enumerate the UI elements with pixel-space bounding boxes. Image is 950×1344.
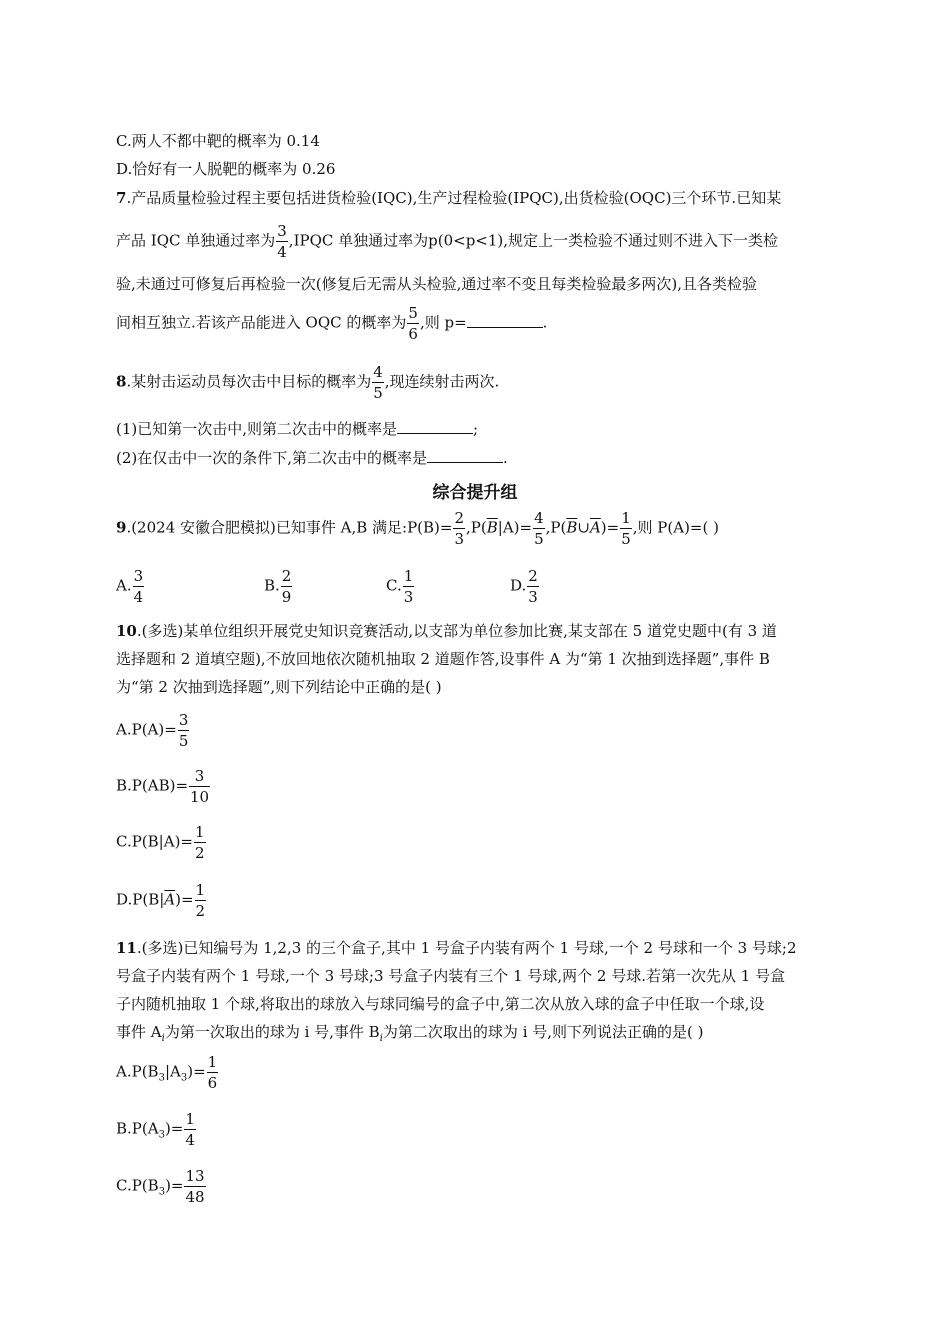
q9-option-b[interactable]: B. $\frac{2}{9}$ (264, 567, 292, 606)
q8-part-2: (2)在仅击中一次的条件下,第二次击中的概率是 . (116, 449, 508, 467)
fraction: $\frac{3}{4}$ (277, 222, 287, 261)
q8-line-1: 8.某射击运动员每次击中目标的概率为 $\frac{4}{5}$ ,现连续射击两次. (116, 363, 500, 402)
q10-option-d[interactable]: $D.P(B|\overline{A})=$ $\frac{1}{2}$ (116, 881, 206, 920)
q11-option-a[interactable]: $A.P(B_3|A_3)=$ $\frac{1}{6}$ (116, 1053, 218, 1092)
q9-option-d[interactable]: D. $\frac{2}{3}$ (510, 567, 538, 606)
fraction: $\frac{5}{6}$ (408, 304, 418, 343)
q9-number: 9 (116, 518, 127, 537)
q7-line-1: 7.产品质量检验过程主要包括进货检验(IQC),生产过程检验(IPQC),出货检验(OQC)三个环节.已知某 (116, 189, 782, 207)
b-bar: $\overline{B}$ (486, 518, 498, 537)
q7-line-3: 验,未通过可修复后再检验一次(修复后无需从头检验,通过率不变且每类检验最多两次),且各类检验 (116, 275, 758, 293)
q8-number: 8 (116, 372, 127, 391)
q10-option-a[interactable]: A.P(A)= $\frac{3}{5}$ (116, 711, 189, 750)
b-bar: $\overline{B}$ (566, 518, 578, 537)
q8-part-1: (1)已知第一次击中,则第二次击中的概率是 ; (116, 420, 479, 438)
q9-stem: 9.(2024 安徽合肥模拟)已知事件 A,B 满足:P(B)= $\frac{2}{3}$ $,P(\overline{B}|A)=$ $\frac{4}{5}$ $,P(\overline{B}\cup\overline{A})=$ $\frac{1}{5}$ ,则 P(A)=( ) (116, 509, 719, 548)
q7-line-4: 间相互独立.若该产品能进入 OQC 的概率为 $\frac{5}{6}$ ,则 p= . (116, 304, 548, 343)
q10-option-b[interactable]: B.P(AB)= $\frac{3}{10}$ (116, 767, 210, 806)
q11-option-b[interactable]: $B.P(A_3)=$ $\frac{1}{4}$ (116, 1110, 195, 1149)
q10-line-1: 10.(多选)某单位组织开展党史知识竞赛活动,以支部为单位参加比赛,某支部在 5 道党史题中(有 3 道 (116, 622, 777, 640)
section-title: 综合提升组 (432, 483, 518, 503)
a-bar: $\overline{A}$ (589, 518, 601, 537)
q11-line-2: 号盒子内装有两个 1 号球,一个 3 号球;3 号盒子内装有三个 1 号球,两个 2 号球.若第一次先从 1 号盒 (116, 967, 786, 985)
q9-option-c[interactable]: C. $\frac{1}{3}$ (386, 567, 414, 606)
q11-line-1: 11.(多选)已知编号为 1,2,3 的三个盒子,其中 1 号盒子内装有两个 1 号球,一个 2 号球和一个 3 号球;2 (116, 939, 797, 957)
q7-number: 7 (116, 189, 127, 207)
q10-number: 10 (116, 622, 137, 640)
q7-line-2: 产品 IQC 单独通过率为 $\frac{3}{4}$ ,IPQC 单独通过率为p(0<p<1),规定上一类检验不通过则不进入下一类检 (116, 222, 779, 261)
fraction: $\frac{2}{3}$ (454, 509, 465, 548)
q6-option-d: D.恰好有一人脱靶的概率为 0.26 (116, 160, 336, 178)
q11-line-3: 子内随机抽取 1 个球,将取出的球放入与球同编号的盒子中,第二次从放入球的盒子中任取一个球,设 (116, 995, 765, 1013)
fraction: $\frac{4}{5}$ (373, 363, 383, 402)
q11-number: 11 (116, 939, 137, 957)
answer-blank[interactable] (467, 313, 543, 328)
q10-line-2: 选择题和 2 道填空题),不放回地依次随机抽取 2 道题作答,设事件 A 为“第 1 次抽到选择题”,事件 B (116, 650, 770, 668)
answer-blank[interactable] (397, 419, 473, 434)
q6-option-c: C.两人不都中靶的概率为 0.14 (116, 132, 320, 150)
fraction: $\frac{4}{5}$ (534, 509, 544, 548)
q10-option-c[interactable]: C.P(B|A)= $\frac{1}{2}$ (116, 823, 205, 862)
fraction: $\frac{1}{5}$ (621, 509, 631, 548)
q10-line-3: 为“第 2 次抽到选择题”,则下列结论中正确的是( ) (116, 678, 442, 696)
answer-blank[interactable] (427, 448, 503, 463)
q11-option-c[interactable]: $C.P(B_3)=$ $\frac{13}{48}$ (116, 1167, 205, 1206)
q11-line-4: 事件 $A_i$为第一次取出的球为 i 号,事件 $B_i$为第二次取出的球为 i 号,则下列说法正确的是( ) (116, 1023, 704, 1044)
q9-option-a[interactable]: A. $\frac{3}{4}$ (116, 567, 144, 606)
